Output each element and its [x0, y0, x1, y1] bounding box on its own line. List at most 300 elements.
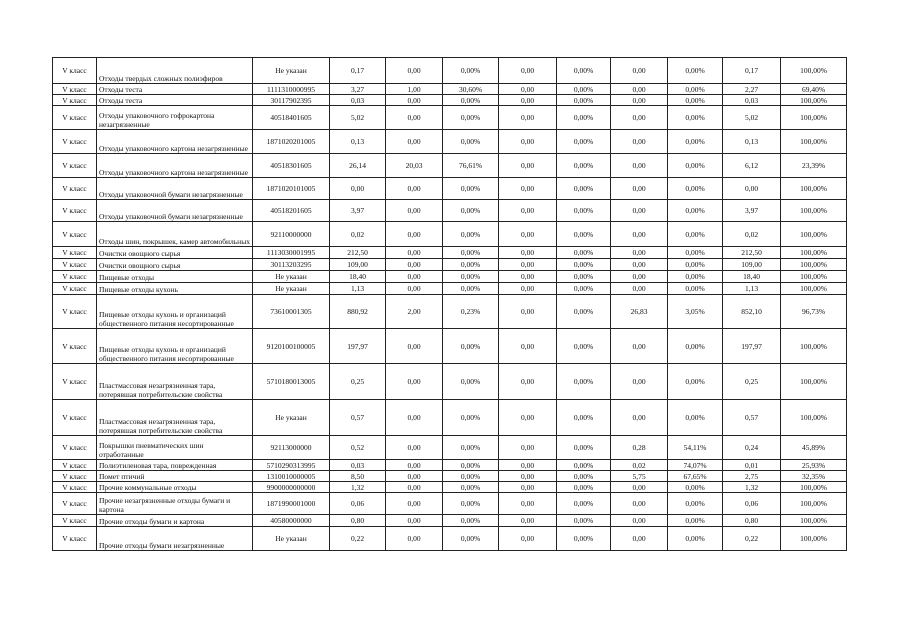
fkko-code-cell: Не указан: [253, 58, 330, 84]
amount-2-cell: 0,00: [499, 84, 557, 95]
total-amount-cell: 0,80: [330, 515, 386, 527]
amount-1-cell: 0,00: [386, 95, 443, 106]
amount-1-cell: 0,00: [386, 329, 443, 364]
total-amount-cell: 8,50: [330, 471, 386, 482]
percent-4-cell: 100,00%: [781, 259, 847, 271]
waste-name-cell: Отходы упаковочного гофрокартона незагрязненные: [97, 106, 253, 130]
percent-3-cell: 0,00%: [668, 247, 723, 259]
total-amount-cell: 0,52: [330, 436, 386, 460]
amount-1-cell: 0,00: [386, 515, 443, 527]
total-amount-cell: 197,97: [330, 329, 386, 364]
waste-name-cell: Отходы упаковочного картона незагрязненные: [97, 130, 253, 154]
waste-name-cell: Пищевые отходы кухонь: [97, 283, 253, 295]
table-row: [53, 154, 847, 178]
total-amount-cell: 0,06: [330, 493, 386, 515]
class-cell: V класс: [53, 460, 97, 471]
percent-4-cell: 100,00%: [781, 200, 847, 222]
percent-3-cell: 0,00%: [668, 527, 723, 551]
amount-4-cell: 0,17: [723, 58, 781, 84]
amount-2-cell: 0,00: [499, 471, 557, 482]
fkko-code-cell: 30117902395: [253, 95, 330, 106]
class-cell: V класс: [53, 95, 97, 106]
percent-3-cell: 0,00%: [668, 84, 723, 95]
amount-1-cell: 0,00: [386, 482, 443, 493]
amount-2-cell: 0,00: [499, 527, 557, 551]
percent-4-cell: 32,35%: [781, 471, 847, 482]
waste-name-cell: Очистки овощного сырья: [97, 247, 253, 259]
table-row: [53, 400, 847, 436]
total-amount-cell: 26,14: [330, 154, 386, 178]
class-cell: V класс: [53, 58, 97, 84]
fkko-code-cell: Не указан: [253, 283, 330, 295]
amount-2-cell: 0,00: [499, 130, 557, 154]
percent-4-cell: 69,40%: [781, 84, 847, 95]
percent-1-cell: 0,00%: [443, 329, 499, 364]
amount-2-cell: 0,00: [499, 460, 557, 471]
fkko-code-cell: 1871990001000: [253, 493, 330, 515]
class-cell: V класс: [53, 295, 97, 329]
table-row: [53, 259, 847, 271]
amount-4-cell: 6,12: [723, 154, 781, 178]
percent-2-cell: 0,00%: [557, 295, 611, 329]
amount-3-cell: 0,00: [611, 329, 668, 364]
table-row: [53, 84, 847, 95]
total-amount-cell: 0,03: [330, 460, 386, 471]
amount-4-cell: 109,00: [723, 259, 781, 271]
fkko-code-cell: 92113000000: [253, 436, 330, 460]
amount-3-cell: 0,00: [611, 200, 668, 222]
class-cell: V класс: [53, 400, 97, 436]
amount-1-cell: 20,03: [386, 154, 443, 178]
total-amount-cell: 0,13: [330, 130, 386, 154]
amount-3-cell: 0,00: [611, 527, 668, 551]
percent-4-cell: 100,00%: [781, 515, 847, 527]
table-row: [53, 515, 847, 527]
waste-name-cell: Прочие отходы бумаги и картона: [97, 515, 253, 527]
amount-1-cell: 2,00: [386, 295, 443, 329]
percent-2-cell: 0,00%: [557, 460, 611, 471]
amount-3-cell: 0,00: [611, 58, 668, 84]
percent-1-cell: 0,00%: [443, 493, 499, 515]
fkko-code-cell: 92110000000: [253, 222, 330, 247]
table-row: [53, 460, 847, 471]
fkko-code-cell: 9120100100005: [253, 329, 330, 364]
amount-1-cell: 0,00: [386, 364, 443, 400]
amount-2-cell: 0,00: [499, 247, 557, 259]
amount-3-cell: 0,00: [611, 400, 668, 436]
amount-1-cell: 0,00: [386, 527, 443, 551]
percent-1-cell: 0,00%: [443, 95, 499, 106]
amount-2-cell: 0,00: [499, 154, 557, 178]
percent-3-cell: 3,05%: [668, 295, 723, 329]
class-cell: V класс: [53, 130, 97, 154]
total-amount-cell: 0,22: [330, 527, 386, 551]
amount-2-cell: 0,00: [499, 482, 557, 493]
percent-1-cell: 0,00%: [443, 200, 499, 222]
amount-2-cell: 0,00: [499, 200, 557, 222]
amount-3-cell: 0,00: [611, 493, 668, 515]
table-body: [53, 58, 847, 551]
percent-1-cell: 0,00%: [443, 247, 499, 259]
amount-2-cell: 0,00: [499, 436, 557, 460]
percent-3-cell: 0,00%: [668, 106, 723, 130]
fkko-code-cell: 1871020101005: [253, 178, 330, 200]
amount-1-cell: 0,00: [386, 178, 443, 200]
waste-name-cell: Помет птичий: [97, 471, 253, 482]
amount-1-cell: 0,00: [386, 436, 443, 460]
waste-name-cell: Отходы упаковочной бумаги незагрязненные: [97, 178, 253, 200]
amount-3-cell: 0,00: [611, 271, 668, 283]
class-cell: V класс: [53, 222, 97, 247]
fkko-code-cell: 1310010000005: [253, 471, 330, 482]
amount-1-cell: 0,00: [386, 200, 443, 222]
amount-2-cell: 0,00: [499, 222, 557, 247]
percent-2-cell: 0,00%: [557, 58, 611, 84]
waste-name-cell: Прочие отходы бумаги незагрязненные: [97, 527, 253, 551]
class-cell: V класс: [53, 364, 97, 400]
waste-name-cell: Отходы теста: [97, 84, 253, 95]
fkko-code-cell: 1871020201005: [253, 130, 330, 154]
amount-4-cell: 2,75: [723, 471, 781, 482]
percent-1-cell: 0,00%: [443, 436, 499, 460]
amount-4-cell: 197,97: [723, 329, 781, 364]
total-amount-cell: 0,17: [330, 58, 386, 84]
amount-3-cell: 0,00: [611, 222, 668, 247]
waste-name-cell: Пластмассовая незагрязненная тара, потерявшая потребительские свойства: [97, 400, 253, 436]
table-row: [53, 436, 847, 460]
percent-3-cell: 0,00%: [668, 482, 723, 493]
amount-3-cell: 0,00: [611, 130, 668, 154]
fkko-code-cell: 30113203295: [253, 259, 330, 271]
percent-3-cell: 0,00%: [668, 259, 723, 271]
percent-2-cell: 0,00%: [557, 106, 611, 130]
amount-2-cell: 0,00: [499, 259, 557, 271]
percent-4-cell: 100,00%: [781, 482, 847, 493]
percent-3-cell: 54,11%: [668, 436, 723, 460]
percent-2-cell: 0,00%: [557, 200, 611, 222]
total-amount-cell: 212,50: [330, 247, 386, 259]
waste-name-cell: Пищевые отходы кухонь и организаций общественного питания несортированные: [97, 329, 253, 364]
table-row: [53, 482, 847, 493]
percent-3-cell: 0,00%: [668, 493, 723, 515]
amount-3-cell: 0,00: [611, 482, 668, 493]
class-cell: V класс: [53, 84, 97, 95]
total-amount-cell: 0,25: [330, 364, 386, 400]
table-row: [53, 106, 847, 130]
class-cell: V класс: [53, 471, 97, 482]
percent-4-cell: 100,00%: [781, 106, 847, 130]
fkko-code-cell: 9900000000000: [253, 482, 330, 493]
waste-name-cell: Очистки овощного сырья: [97, 259, 253, 271]
class-cell: V класс: [53, 493, 97, 515]
percent-4-cell: 100,00%: [781, 271, 847, 283]
percent-3-cell: 0,00%: [668, 329, 723, 364]
class-cell: V класс: [53, 329, 97, 364]
table-row: [53, 247, 847, 259]
fkko-code-cell: 40580000000: [253, 515, 330, 527]
percent-3-cell: 0,00%: [668, 222, 723, 247]
percent-2-cell: 0,00%: [557, 527, 611, 551]
class-cell: V класс: [53, 259, 97, 271]
percent-4-cell: 23,39%: [781, 154, 847, 178]
amount-2-cell: 0,00: [499, 295, 557, 329]
amount-4-cell: 3,97: [723, 200, 781, 222]
fkko-code-cell: 40518201605: [253, 200, 330, 222]
amount-1-cell: 0,00: [386, 471, 443, 482]
fkko-code-cell: 1111310000995: [253, 84, 330, 95]
table-row: [53, 329, 847, 364]
amount-3-cell: 0,00: [611, 364, 668, 400]
amount-4-cell: 0,13: [723, 130, 781, 154]
percent-1-cell: 30,60%: [443, 84, 499, 95]
amount-3-cell: 0,00: [611, 283, 668, 295]
total-amount-cell: 18,40: [330, 271, 386, 283]
amount-2-cell: 0,00: [499, 283, 557, 295]
percent-2-cell: 0,00%: [557, 130, 611, 154]
amount-4-cell: 0,80: [723, 515, 781, 527]
fkko-code-cell: 1113030001995: [253, 247, 330, 259]
class-cell: V класс: [53, 271, 97, 283]
percent-4-cell: 100,00%: [781, 283, 847, 295]
percent-4-cell: 100,00%: [781, 329, 847, 364]
percent-1-cell: 0,00%: [443, 400, 499, 436]
percent-4-cell: 25,93%: [781, 460, 847, 471]
table-row: [53, 130, 847, 154]
waste-name-cell: Отходы упаковочного картона незагрязненные: [97, 154, 253, 178]
percent-1-cell: 0,00%: [443, 283, 499, 295]
total-amount-cell: 1,13: [330, 283, 386, 295]
class-cell: V класс: [53, 527, 97, 551]
percent-2-cell: 0,00%: [557, 515, 611, 527]
percent-1-cell: 0,00%: [443, 460, 499, 471]
class-cell: V класс: [53, 482, 97, 493]
amount-4-cell: 852,10: [723, 295, 781, 329]
fkko-code-cell: 40518401605: [253, 106, 330, 130]
amount-4-cell: 1,13: [723, 283, 781, 295]
percent-4-cell: 100,00%: [781, 58, 847, 84]
percent-1-cell: 0,00%: [443, 222, 499, 247]
waste-name-cell: Покрышки пневматических шин отработанные: [97, 436, 253, 460]
amount-3-cell: 0,02: [611, 460, 668, 471]
percent-1-cell: 0,00%: [443, 58, 499, 84]
percent-2-cell: 0,00%: [557, 154, 611, 178]
percent-1-cell: 0,00%: [443, 471, 499, 482]
percent-1-cell: 0,00%: [443, 515, 499, 527]
class-cell: V класс: [53, 247, 97, 259]
amount-4-cell: 0,02: [723, 222, 781, 247]
percent-3-cell: 0,00%: [668, 400, 723, 436]
table-row: [53, 58, 847, 84]
class-cell: V класс: [53, 178, 97, 200]
waste-name-cell: Отходы твердых сложных полиэфиров: [97, 58, 253, 84]
amount-4-cell: 0,25: [723, 364, 781, 400]
class-cell: V класс: [53, 106, 97, 130]
percent-4-cell: 100,00%: [781, 95, 847, 106]
class-cell: V класс: [53, 515, 97, 527]
amount-3-cell: 0,00: [611, 95, 668, 106]
percent-1-cell: 0,00%: [443, 527, 499, 551]
percent-2-cell: 0,00%: [557, 436, 611, 460]
waste-report-page: [52, 57, 846, 551]
percent-3-cell: 0,00%: [668, 364, 723, 400]
waste-name-cell: Пищевые отходы: [97, 271, 253, 283]
percent-4-cell: 100,00%: [781, 130, 847, 154]
total-amount-cell: 880,92: [330, 295, 386, 329]
total-amount-cell: 0,57: [330, 400, 386, 436]
amount-3-cell: 5,75: [611, 471, 668, 482]
waste-name-cell: Прочие коммунальные отходы: [97, 482, 253, 493]
percent-1-cell: 0,00%: [443, 259, 499, 271]
percent-1-cell: 0,23%: [443, 295, 499, 329]
waste-name-cell: Пищевые отходы кухонь и организаций общественного питания несортированные: [97, 295, 253, 329]
amount-4-cell: 2,27: [723, 84, 781, 95]
percent-1-cell: 0,00%: [443, 178, 499, 200]
total-amount-cell: 3,97: [330, 200, 386, 222]
waste-name-cell: Отходы шин, покрышек, камер автомобильных: [97, 222, 253, 247]
waste-table: [52, 57, 847, 551]
amount-4-cell: 1,32: [723, 482, 781, 493]
amount-4-cell: 0,01: [723, 460, 781, 471]
waste-name-cell: Отходы теста: [97, 95, 253, 106]
fkko-code-cell: Не указан: [253, 400, 330, 436]
percent-4-cell: 45,89%: [781, 436, 847, 460]
amount-4-cell: 0,06: [723, 493, 781, 515]
table-row: [53, 200, 847, 222]
fkko-code-cell: Не указан: [253, 271, 330, 283]
percent-1-cell: 0,00%: [443, 271, 499, 283]
waste-name-cell: Пластмассовая незагрязненная тара, потерявшая потребительские свойства: [97, 364, 253, 400]
waste-name-cell: Отходы упаковочной бумаги незагрязненные: [97, 200, 253, 222]
class-cell: V класс: [53, 200, 97, 222]
percent-2-cell: 0,00%: [557, 400, 611, 436]
percent-2-cell: 0,00%: [557, 329, 611, 364]
percent-3-cell: 0,00%: [668, 95, 723, 106]
amount-2-cell: 0,00: [499, 95, 557, 106]
amount-3-cell: 0,00: [611, 247, 668, 259]
percent-3-cell: 0,00%: [668, 271, 723, 283]
total-amount-cell: 0,03: [330, 95, 386, 106]
amount-2-cell: 0,00: [499, 400, 557, 436]
total-amount-cell: 5,02: [330, 106, 386, 130]
table-row: [53, 295, 847, 329]
amount-4-cell: 0,00: [723, 178, 781, 200]
amount-2-cell: 0,00: [499, 493, 557, 515]
amount-2-cell: 0,00: [499, 178, 557, 200]
waste-name-cell: Полиэтиленовая тара, поврежденная: [97, 460, 253, 471]
percent-3-cell: 0,00%: [668, 130, 723, 154]
total-amount-cell: 3,27: [330, 84, 386, 95]
table-row: [53, 471, 847, 482]
percent-1-cell: 0,00%: [443, 364, 499, 400]
amount-3-cell: 0,00: [611, 515, 668, 527]
fkko-code-cell: 40518301605: [253, 154, 330, 178]
table-row: [53, 222, 847, 247]
table-row: [53, 527, 847, 551]
percent-3-cell: 0,00%: [668, 283, 723, 295]
percent-4-cell: 100,00%: [781, 178, 847, 200]
table-row: [53, 283, 847, 295]
percent-4-cell: 100,00%: [781, 222, 847, 247]
amount-1-cell: 0,00: [386, 400, 443, 436]
percent-3-cell: 0,00%: [668, 178, 723, 200]
percent-2-cell: 0,00%: [557, 247, 611, 259]
total-amount-cell: 0,02: [330, 222, 386, 247]
percent-2-cell: 0,00%: [557, 95, 611, 106]
amount-4-cell: 0,57: [723, 400, 781, 436]
percent-3-cell: 67,65%: [668, 471, 723, 482]
fkko-code-cell: Не указан: [253, 527, 330, 551]
percent-4-cell: 100,00%: [781, 247, 847, 259]
percent-1-cell: 76,61%: [443, 154, 499, 178]
fkko-code-cell: 5710290313995: [253, 460, 330, 471]
percent-2-cell: 0,00%: [557, 471, 611, 482]
waste-name-cell: Прочие незагрязненные отходы бумаги и картона: [97, 493, 253, 515]
amount-4-cell: 18,40: [723, 271, 781, 283]
percent-3-cell: 0,00%: [668, 58, 723, 84]
total-amount-cell: 0,00: [330, 178, 386, 200]
table-row: [53, 95, 847, 106]
percent-1-cell: 0,00%: [443, 106, 499, 130]
class-cell: V класс: [53, 283, 97, 295]
percent-4-cell: 96,73%: [781, 295, 847, 329]
percent-2-cell: 0,00%: [557, 84, 611, 95]
percent-4-cell: 100,00%: [781, 364, 847, 400]
percent-4-cell: 100,00%: [781, 400, 847, 436]
percent-2-cell: 0,00%: [557, 283, 611, 295]
fkko-code-cell: 5710180013005: [253, 364, 330, 400]
class-cell: V класс: [53, 154, 97, 178]
percent-3-cell: 0,00%: [668, 200, 723, 222]
percent-2-cell: 0,00%: [557, 364, 611, 400]
amount-4-cell: 0,03: [723, 95, 781, 106]
amount-3-cell: 0,28: [611, 436, 668, 460]
amount-3-cell: 0,00: [611, 106, 668, 130]
amount-2-cell: 0,00: [499, 58, 557, 84]
amount-4-cell: 0,22: [723, 527, 781, 551]
percent-2-cell: 0,00%: [557, 222, 611, 247]
amount-4-cell: 5,02: [723, 106, 781, 130]
amount-1-cell: 0,00: [386, 247, 443, 259]
amount-3-cell: 0,00: [611, 154, 668, 178]
amount-1-cell: 0,00: [386, 58, 443, 84]
percent-2-cell: 0,00%: [557, 271, 611, 283]
amount-4-cell: 0,24: [723, 436, 781, 460]
percent-1-cell: 0,00%: [443, 482, 499, 493]
total-amount-cell: 1,32: [330, 482, 386, 493]
amount-3-cell: 0,00: [611, 259, 668, 271]
percent-2-cell: 0,00%: [557, 259, 611, 271]
amount-1-cell: 0,00: [386, 271, 443, 283]
fkko-code-cell: 73610001305: [253, 295, 330, 329]
table-row: [53, 271, 847, 283]
amount-1-cell: 0,00: [386, 460, 443, 471]
amount-2-cell: 0,00: [499, 271, 557, 283]
table-row: [53, 178, 847, 200]
amount-3-cell: 0,00: [611, 178, 668, 200]
table-row: [53, 493, 847, 515]
amount-1-cell: 0,00: [386, 222, 443, 247]
percent-3-cell: 0,00%: [668, 154, 723, 178]
percent-2-cell: 0,00%: [557, 178, 611, 200]
table-row: [53, 364, 847, 400]
class-cell: V класс: [53, 436, 97, 460]
percent-1-cell: 0,00%: [443, 130, 499, 154]
amount-3-cell: 26,83: [611, 295, 668, 329]
amount-1-cell: 0,00: [386, 130, 443, 154]
total-amount-cell: 109,00: [330, 259, 386, 271]
amount-1-cell: 0,00: [386, 259, 443, 271]
percent-3-cell: 0,00%: [668, 515, 723, 527]
